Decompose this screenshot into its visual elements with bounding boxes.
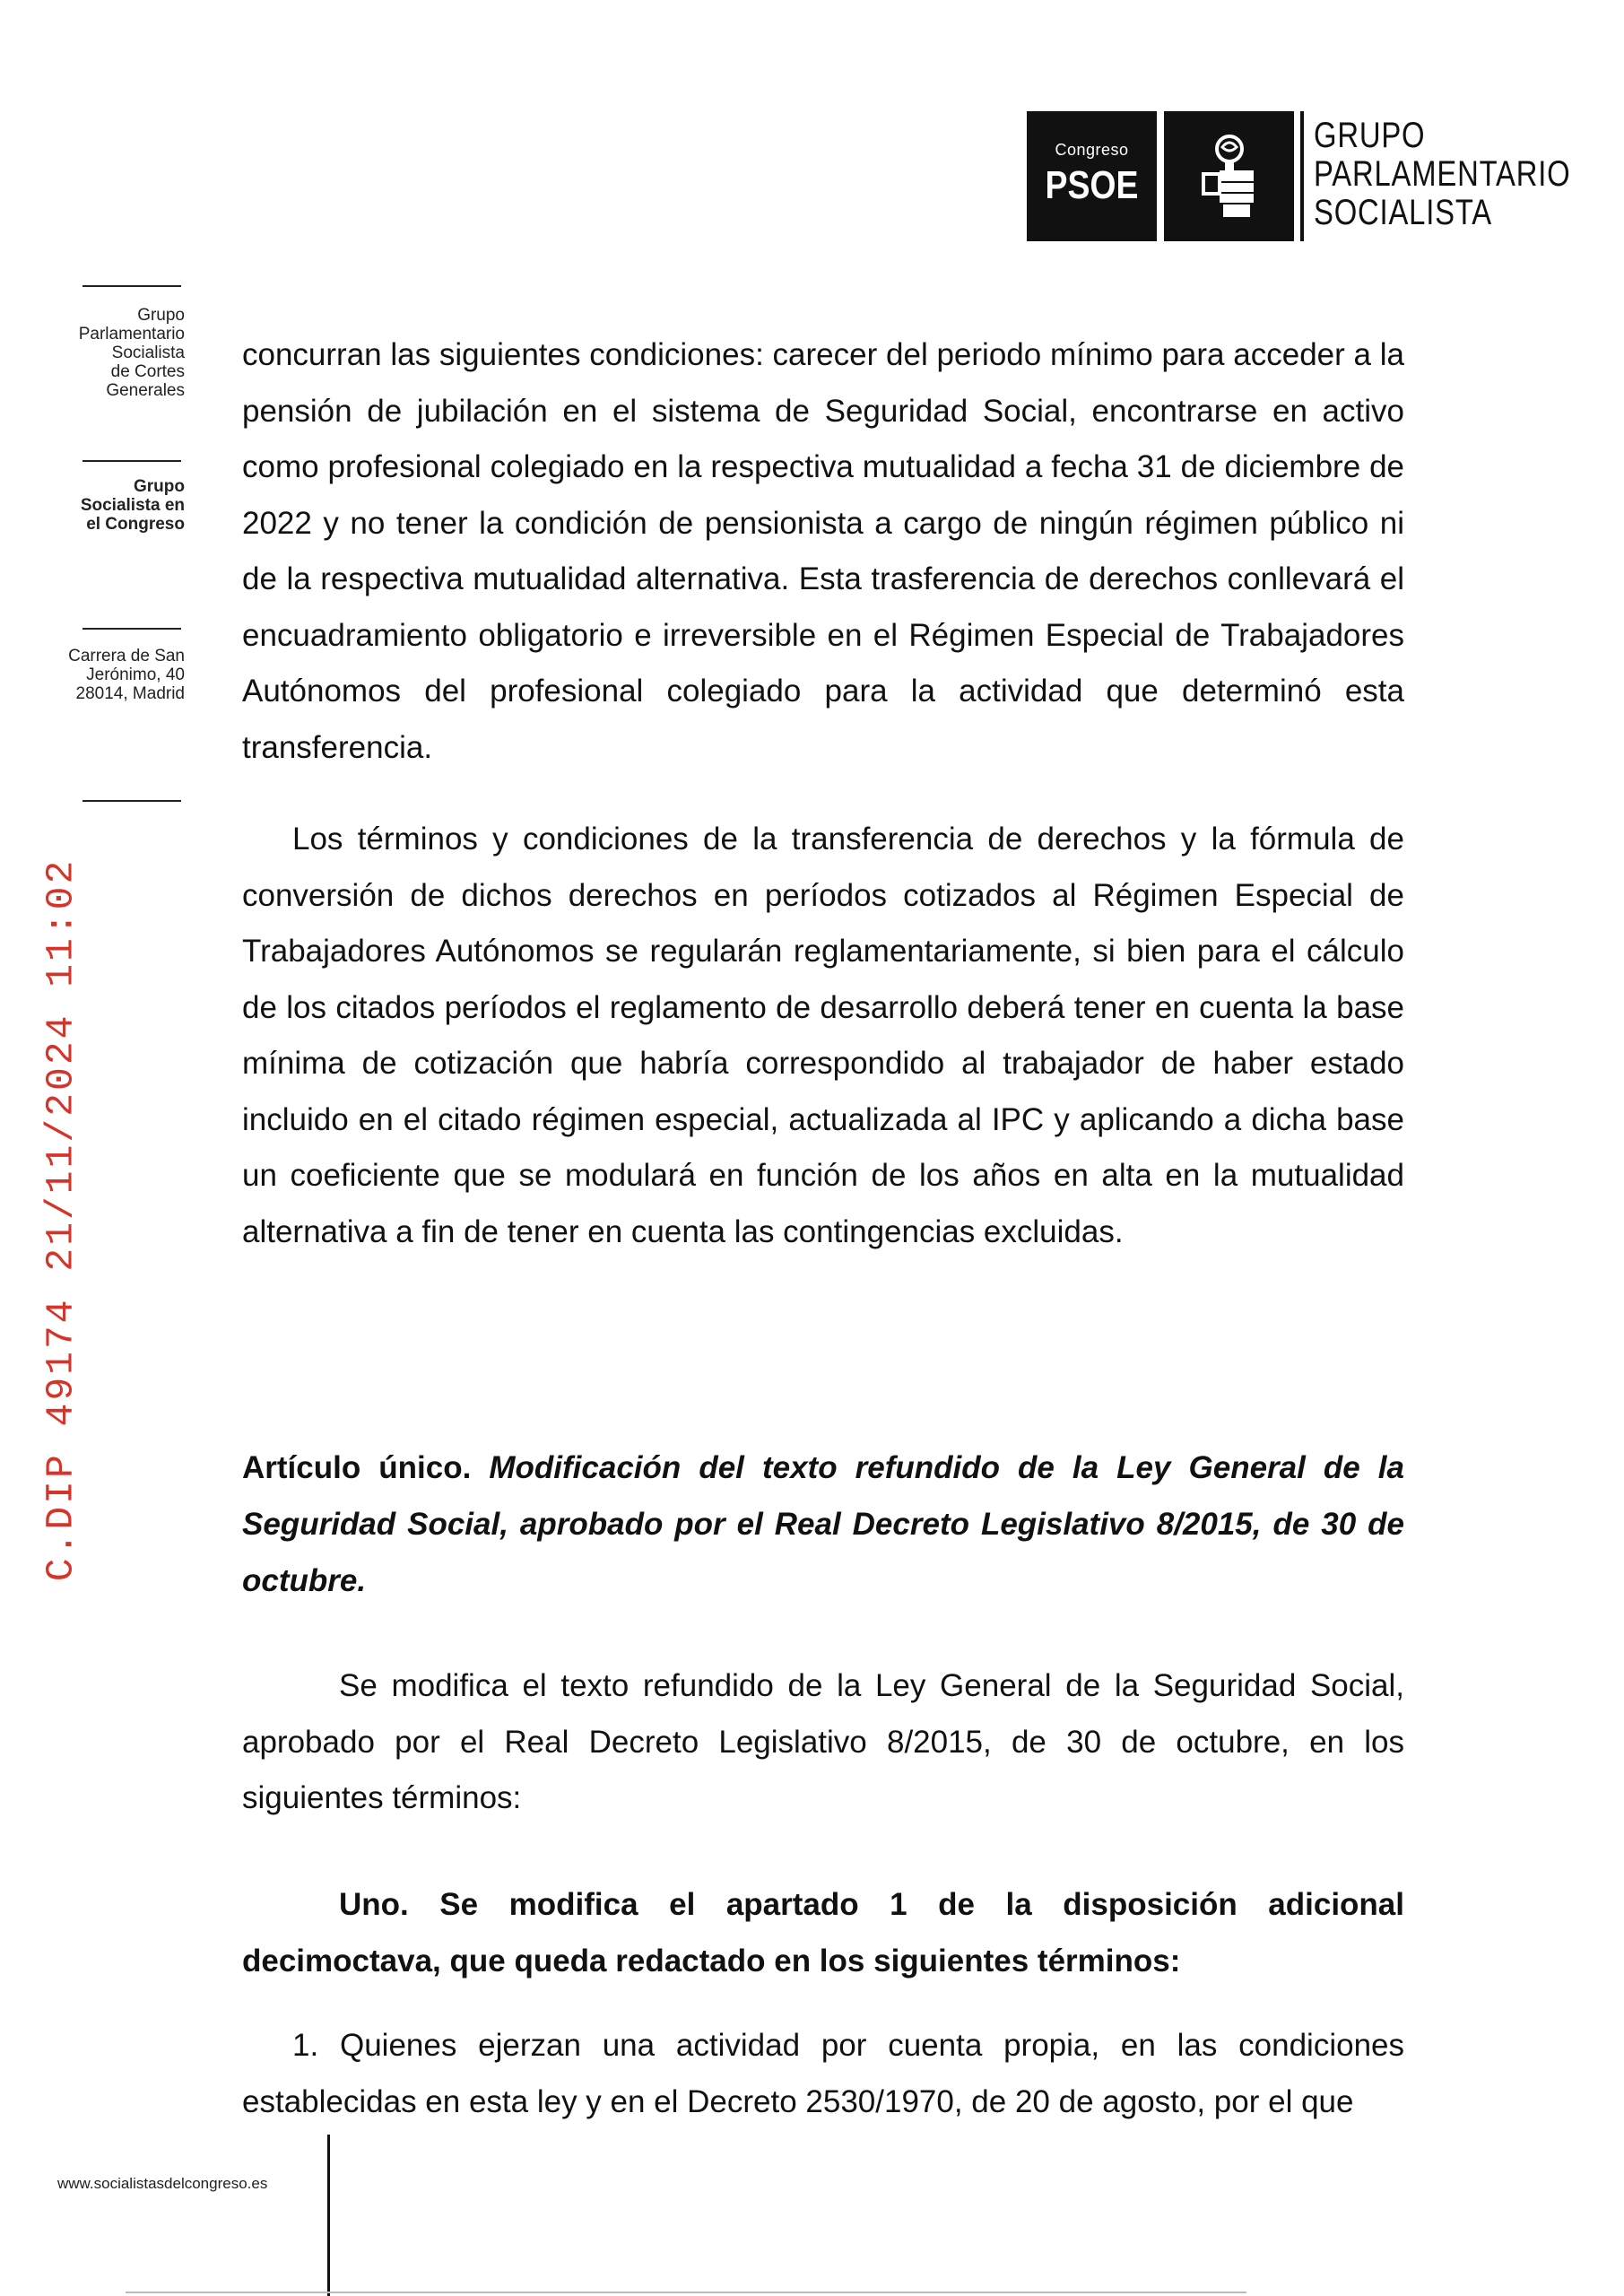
article-title: Modificación del texto refundido de la Ley General de la Seguridad Social, aprobado por el Real Decreto Legislativo 8/2015, de 30 de octubre. [242,1450,1404,1598]
scan-edge-line [126,2292,1246,2293]
sidebar-divider [83,628,181,630]
sidebar-line: Socialista en [80,496,185,515]
sidebar-divider [83,285,181,287]
registry-stamp: C.DIP 49174 21/11/2024 11:02 [39,857,83,1582]
article-heading [242,1439,1404,1609]
sidebar-line: Jerónimo, 40 [86,665,185,684]
group-name [1314,116,1571,232]
sidebar-divider [83,460,181,462]
group-name-line-1: GRUPO [1314,116,1426,155]
website-link: www.socialistasdelcongreso.es [57,2175,268,2192]
psoe-rose-fist-icon [1164,111,1294,241]
sidebar-line: Generales [106,381,185,400]
congreso-psoe-badge [1027,111,1157,241]
sidebar-line: 28014, Madrid [75,684,185,703]
group-name-line-2: PARLAMENTARIO [1314,154,1571,194]
sidebar-line: el Congreso [86,515,185,534]
sidebar-line: Grupo [134,477,185,496]
logo-divider [1300,111,1304,241]
logo-congreso-text: Congreso [1055,141,1129,159]
sidebar-address [27,647,185,703]
paragraph-point-1: 1. Quienes ejerzan una actividad por cuenta propia, en las condiciones establecidas en esta ley y en el Decreto 2530/1970, de 20 de agosto, por el que [242,2028,1404,2119]
article-label: Artículo único. [242,1450,472,1485]
paragraph-conditions: concurran las siguientes condiciones: carecer del periodo mínimo para acceder a la pensión de jubilación en el sistema de Seguridad Social, encontrarse en activo como profesional colegiado en la respectiva mutualidad a fecha 31 de diciembre de 2022 y no tener la condición de pensionista a cargo de ningún régimen público ni de la respectiva mutualidad alternativa. Esta trasferencia de derechos conllevará el encuadramiento obligatorio e irreversible en el Régimen Especial de Trabajadores Autónomos del profesional colegiado para la actividad que determinó esta transferencia. [242,337,1404,765]
sidebar-line: Parlamentario [78,325,185,344]
logo-psoe-text: PSOE [1045,163,1139,207]
paragraph-modification: Se modifica el texto refundido de la Ley General de la Seguridad Social, aprobado por el Real Decreto Legislativo 8/2015, de 30 de octubre, en los siguientes términos: [242,1668,1404,1815]
sidebar-block-congreso [27,477,185,534]
sidebar-line: de Cortes [110,362,185,381]
sidebar-block-cortes [27,306,185,400]
paragraph-terms: Los términos y condiciones de la transferencia de derechos y la fórmula de conversión de dichos derechos en períodos cotizados al Régimen Especial de Trabajadores Autónomos se regularán reglamentariamente, si bien para el cálculo de los citados períodos el reglamento de desarrollo deberá tener en cuenta la base mínima de cotización que habría correspondido al trabajador de haber estado incluido en el citado régimen especial, actualizada al IPC y aplicando a dicha base un coeficiente que se modulará en función de los años en alta en la mutualidad alternativa a fin de tener en cuenta las contingencias excluidas. [242,822,1404,1249]
sidebar-line: Carrera de San [68,647,185,665]
sidebar-line: Grupo [137,306,185,325]
sidebar-line: Socialista [111,344,185,362]
group-name-line-3: SOCIALISTA [1314,193,1492,232]
sidebar-divider [83,800,181,802]
footer-divider [327,2135,330,2296]
heading-uno: Uno. Se modifica el apartado 1 de la disposición adicional decimoctava, que queda redactado en los siguientes términos: [242,1887,1404,1979]
